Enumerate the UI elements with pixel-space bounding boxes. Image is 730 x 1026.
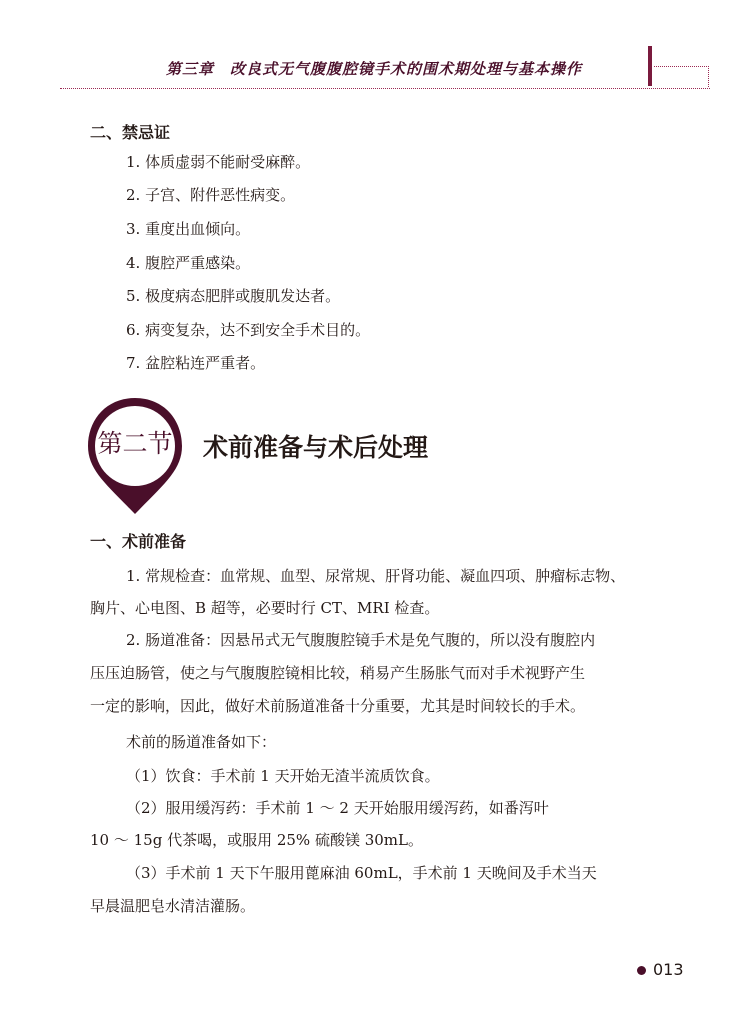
list-item: 4. 腹腔严重感染。 — [126, 254, 251, 272]
header-dotted-corner — [654, 66, 709, 87]
running-header — [166, 58, 636, 79]
chapter-title: 改良式无气腹腹腔镜手术的围术期处理与基本操作 — [230, 60, 583, 78]
paragraph-line: （3）手术前 1 天下午服用蓖麻油 60mL，手术前 1 天晚间及手术当天 — [126, 864, 597, 882]
paragraph-line: 胸片、心电图、B 超等，必要时行 CT、MRI 检查。 — [90, 599, 440, 617]
header-accent-bar — [648, 46, 652, 86]
contraindications-heading: 二、禁忌证 — [90, 123, 171, 142]
paragraph-line: 2. 肠道准备：因悬吊式无气腹腹腔镜手术是免气腹的，所以没有腹腔内 — [126, 631, 596, 649]
list-item: 6. 病变复杂，达不到安全手术目的。 — [126, 321, 371, 339]
chapter-label: 第三章 — [166, 60, 215, 78]
list-item: 1. 体质虚弱不能耐受麻醉。 — [126, 153, 311, 171]
list-item: 5. 极度病态肥胖或腹肌发达者。 — [126, 287, 341, 305]
paragraph-line: （2）服用缓泻药：手术前 1 ～ 2 天开始服用缓泻药，如番泻叶 — [126, 799, 549, 817]
list-item: 2. 子宫、附件恶性病变。 — [126, 186, 296, 204]
section-title: 术前准备与术后处理 — [203, 433, 429, 462]
section-badge: 第二节 — [97, 429, 173, 458]
page-number-dot — [637, 966, 646, 975]
preop-heading: 一、术前准备 — [90, 532, 187, 551]
list-item: 3. 重度出血倾向。 — [126, 220, 251, 238]
paragraph-line: 10 ～ 15g 代茶喝，或服用 25% 硫酸镁 30mL。 — [90, 831, 423, 849]
paragraph-line: 术前的肠道准备如下： — [126, 733, 277, 751]
paragraph-line: 一定的影响，因此，做好术前肠道准备十分重要，尤其是时间较长的手术。 — [90, 697, 586, 715]
list-item: 7. 盆腔粘连严重者。 — [126, 354, 266, 372]
paragraph-line: 早晨温肥皂水清洁灌肠。 — [90, 897, 256, 915]
paragraph-line: 压压迫肠管，使之与气腹腹腔镜相比较，稍易产生肠胀气而对手术视野产生 — [90, 664, 586, 682]
paragraph-line: 1. 常规检查：血常规、血型、尿常规、肝肾功能、凝血四项、肿瘤标志物、 — [126, 567, 626, 585]
paragraph-line: （1）饮食：手术前 1 天开始无渣半流质饮食。 — [126, 767, 440, 785]
header-dotted-rule — [60, 88, 710, 89]
page-number: 013 — [653, 960, 684, 979]
